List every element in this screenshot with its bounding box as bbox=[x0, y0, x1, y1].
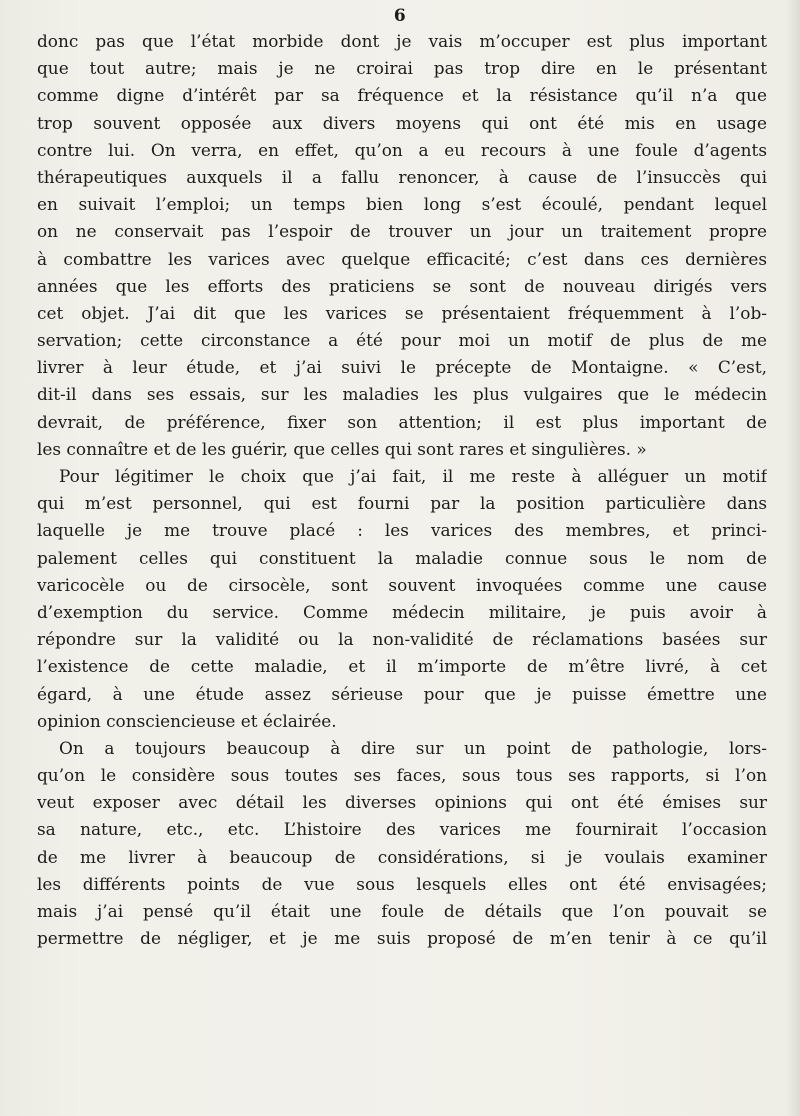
body-text bbox=[37, 28, 767, 952]
text-line: veut exposer avec détail les diverses opinions qui ont été émises sur bbox=[37, 792, 767, 813]
text-line: à combattre les varices avec quelque efficacité; c’est dans ces dernières bbox=[37, 248, 767, 269]
text-line: égard, à une étude assez sérieuse pour que je puisse émettre une bbox=[37, 683, 767, 704]
text-line: palement celles qui constituent la maladie connue sous le nom de bbox=[37, 547, 767, 568]
text-line: thérapeutiques auxquels il a fallu renoncer, à cause de l’insuccès qui bbox=[37, 166, 767, 187]
text-line: cet objet. J’ai dit que les varices se présentaient fréquemment à l’ob- bbox=[37, 302, 767, 323]
text-line: de me livrer à beaucoup de considérations, si je voulais examiner bbox=[37, 846, 767, 867]
text-line: contre lui. On verra, en effet, qu’on a eu recours à une foule d’agents bbox=[37, 139, 767, 160]
page-edge-shadow bbox=[786, 0, 800, 1116]
text-line: On a toujours beaucoup à dire sur un point de pathologie, lors- bbox=[59, 737, 767, 758]
text-line: années que les efforts des praticiens se sont de nouveau dirigés vers bbox=[37, 275, 767, 296]
text-line: en suivait l’emploi; un temps bien long s’est écoulé, pendant lequel bbox=[37, 194, 767, 215]
text-line: sa nature, etc., etc. L’histoire des varices me fournirait l’occasion bbox=[37, 819, 767, 840]
text-line: qui m’est personnel, qui est fourni par la position particulière dans bbox=[37, 493, 767, 514]
text-line: devrait, de préférence, fixer son attention; il est plus important de bbox=[37, 411, 767, 432]
text-line: trop souvent opposée aux divers moyens qui ont été mis en usage bbox=[37, 112, 767, 133]
text-line: livrer à leur étude, et j’ai suivi le précepte de Montaigne. « C’est, bbox=[37, 357, 767, 378]
text-line: dit-il dans ses essais, sur les maladies les plus vulgaires que le médecin bbox=[37, 384, 767, 405]
text-line: les différents points de vue sous lesquels elles ont été envisagées; bbox=[37, 873, 767, 894]
text-line: d’exemption du service. Comme médecin militaire, je puis avoir à bbox=[37, 601, 767, 622]
text-line: opinion consciencieuse et éclairée. bbox=[37, 710, 337, 731]
text-line: permettre de négliger, et je me suis proposé de m’en tenir à ce qu’il bbox=[37, 928, 767, 949]
text-line: servation; cette circonstance a été pour moi un motif de plus de me bbox=[37, 330, 767, 351]
text-line: donc pas que l’état morbide dont je vais m’occuper est plus important bbox=[37, 31, 767, 51]
text-line: laquelle je me trouve placé : les varices des membres, et princi- bbox=[37, 520, 767, 541]
text-line: Pour légitimer le choix que j’ai fait, il me reste à alléguer un motif bbox=[59, 466, 767, 486]
text-line: l’existence de cette maladie, et il m’importe de m’être livré, à cet bbox=[37, 656, 767, 677]
page-number: 6 bbox=[393, 6, 407, 26]
text-line: que tout autre; mais je ne croirai pas trop dire en le présentant bbox=[37, 58, 767, 79]
text-line: qu’on le considère sous toutes ses faces, sous tous ses rapports, si l’on bbox=[37, 765, 767, 786]
text-line: on ne conservait pas l’espoir de trouver un jour un traitement propre bbox=[37, 221, 767, 242]
text-line: répondre sur la validité ou la non-validité de réclamations basées sur bbox=[37, 629, 767, 650]
text-line: comme digne d’intérêt par sa fréquence et la résistance qu’il n’a que bbox=[37, 85, 767, 106]
text-line: les connaître et de les guérir, que celles qui sont rares et singulières. » bbox=[37, 438, 647, 459]
text-line: mais j’ai pensé qu’il était une foule de détails que l’on pouvait se bbox=[37, 901, 767, 921]
text-line: varicocèle ou de cirsocèle, sont souvent invoquées comme une cause bbox=[37, 574, 767, 595]
